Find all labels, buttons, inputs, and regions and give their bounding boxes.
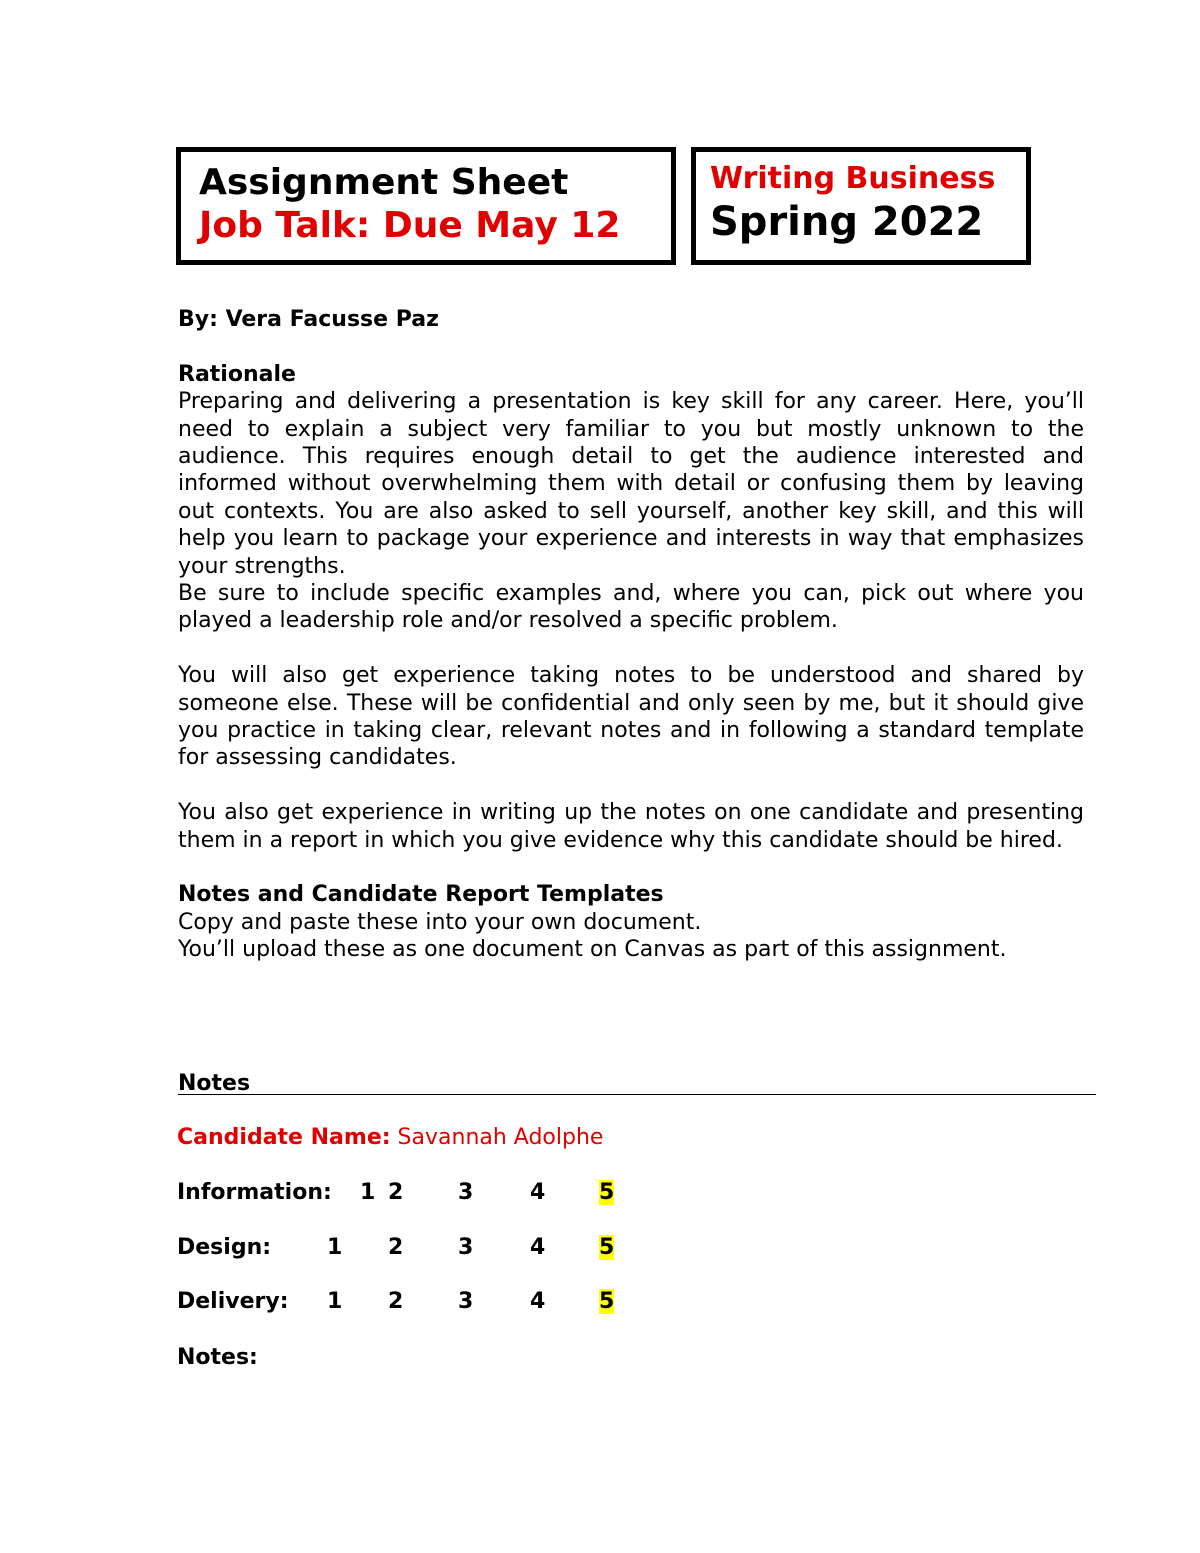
rating-value: 4 <box>530 1180 546 1205</box>
rating-value: 3 <box>458 1289 474 1314</box>
rating-value-selected: 5 <box>599 1289 615 1314</box>
rationale-paragraph-4: You also get experience in writing up the notes on one candidate and presenting them in a report in which you give evidence why this candidate should be hired. <box>178 800 1084 853</box>
candidate-name-line <box>177 1125 603 1150</box>
templates-heading: Notes and Candidate Report Templates <box>178 882 664 908</box>
rating-label: Information: <box>177 1180 332 1205</box>
assignment-title-box <box>176 147 676 265</box>
assignment-due: Job Talk: Due May 12 <box>199 205 621 246</box>
course-name: Writing Business <box>710 161 996 196</box>
course-term: Spring 2022 <box>710 199 984 245</box>
rating-value-selected: 5 <box>599 1235 615 1260</box>
candidate-label: Candidate Name: <box>177 1125 391 1150</box>
notes-label: Notes: <box>177 1345 258 1370</box>
rating-value: 1 <box>327 1235 343 1260</box>
templates-line-2: You’ll upload these as one document on Canvas as part of this assignment. <box>178 937 1007 963</box>
rating-value: 2 <box>388 1235 404 1260</box>
byline: By: Vera Facusse Paz <box>178 307 439 332</box>
rationale-paragraph-1: Preparing and delivering a presentation is key skill for any career. Here, you’ll need to explain a subject very familiar to you but mostly unknown to the audience. This requires enough detail to get the audience interested and informed without overwhelming them with detail or confusing them by leaving out contexts. You are also asked to sell yourself, another key skill, and this will help you learn to package your experience and interests in way that emphasizes your strengths. <box>178 389 1084 579</box>
rationale-paragraph-3: You will also get experience taking notes to be understood and shared by someone else. These will be confidential and only seen by me, but it should give you practice in taking clear, relevant notes and in following a standard template for assessing candidates. <box>178 663 1084 771</box>
notes-underline <box>178 1094 1096 1095</box>
rating-value: 1 <box>327 1289 343 1314</box>
rating-value-selected: 5 <box>599 1180 615 1205</box>
rating-value: 2 <box>388 1180 404 1205</box>
rating-value: 3 <box>458 1235 474 1260</box>
rating-label: Design: <box>177 1235 272 1260</box>
assignment-title: Assignment Sheet <box>199 162 569 203</box>
rating-value: 3 <box>458 1180 474 1205</box>
rating-value: 1 <box>360 1180 376 1205</box>
course-box <box>691 147 1031 265</box>
rating-label: Delivery: <box>177 1289 289 1314</box>
notes-heading: Notes <box>178 1071 251 1096</box>
document-body <box>178 306 1084 964</box>
templates-line-1: Copy and paste these into your own document. <box>178 909 702 935</box>
rating-value: 4 <box>530 1289 546 1314</box>
rating-value: 2 <box>388 1289 404 1314</box>
rationale-heading: Rationale <box>178 361 296 387</box>
candidate-name: Savannah Adolphe <box>397 1125 604 1150</box>
rating-value: 4 <box>530 1235 546 1260</box>
rationale-paragraph-2: Be sure to include specific examples and, where you can, pick out where you played a leadership role and/or resolved a specific problem. <box>178 581 1084 634</box>
